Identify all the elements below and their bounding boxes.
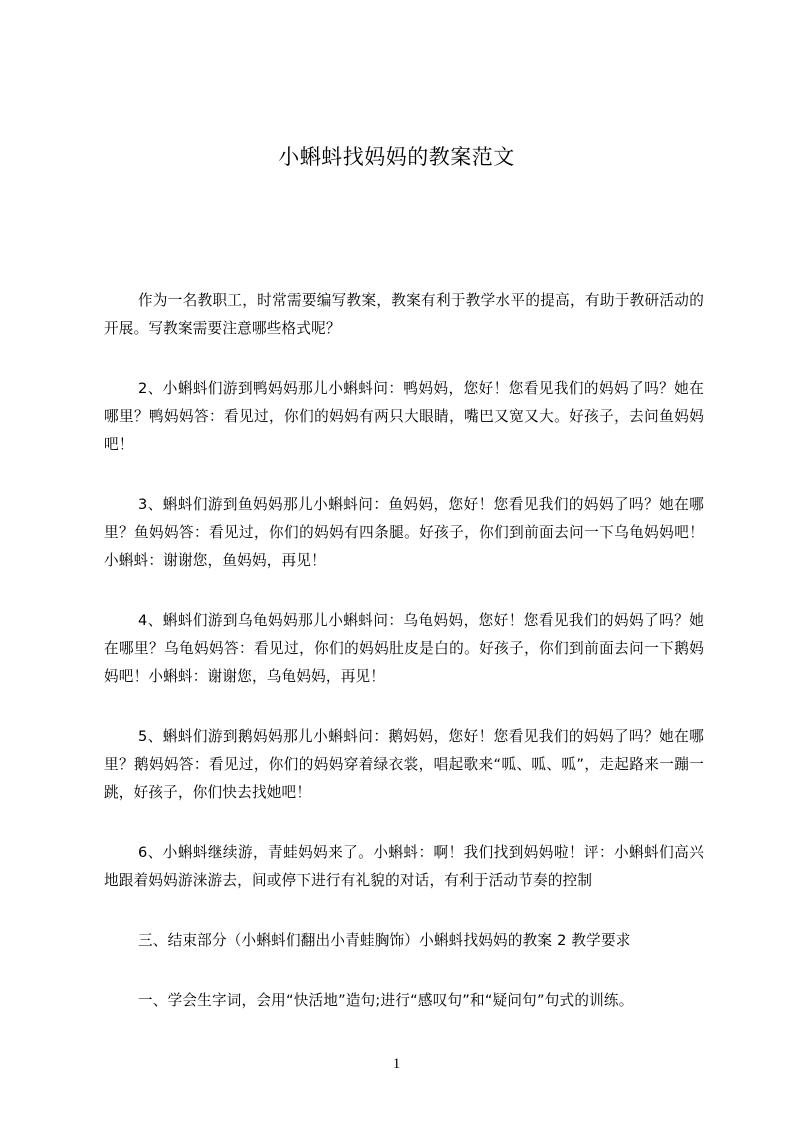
document-body — [104, 287, 704, 1047]
paragraph-ending-section: 三、结束部分（小蝌蚪们翻出小青蛙胸饰）小蝌蚪找妈妈的教案 2 教学要求 — [138, 932, 631, 949]
paragraph-duck-mother: 2、小蝌蚪们游到鸭妈妈那儿小蝌蚪问：鸭妈妈，您好！您看见我们的妈妈了吗？她在哪里？鸭妈妈答：看见过，你们的妈妈有两只大眼睛，嘴巴又宽又大。好孩子，去问鱼妈妈吧！ — [104, 380, 704, 453]
paragraph-teaching-goal: 一、学会生字词，会用“快活地”造句;进行“感叹句”和“疑问句”句式的训练。 — [138, 992, 634, 1009]
paragraph-frog-mother: 6、小蝌蚪继续游，青蛙妈妈来了。小蝌蚪：啊！我们找到妈妈啦！评：小蝌蚪们高兴地跟着妈妈游涞游去，间或停下进行有礼貌的对话，有利于活动节奏的控制 — [104, 844, 704, 889]
paragraph-fish-mother: 3、蝌蚪们游到鱼妈妈那儿小蝌蚪问：鱼妈妈，您好！您看见我们的妈妈了吗？她在哪里？鱼妈妈答：看见过，你们的妈妈有四条腿。好孩子，你们到前面去问一下乌龟妈妈吧！小蝌蚪：谢谢您，鱼妈妈，再见！ — [104, 496, 704, 569]
paragraph-goose-mother: 5、蝌蚪们游到鹅妈妈那儿小蝌蚪问：鹅妈妈，您好！您看见我们的妈妈了吗？她在哪里？鹅妈妈答：看见过，你们的妈妈穿着绿衣裳，唱起歌来“呱、呱、呱”，走起路来一蹦一跳，好孩子，你们快去找她吧！ — [104, 728, 704, 801]
document-title: 小蝌蚪找妈妈的教案范文 — [278, 145, 515, 169]
paragraph-turtle-mother: 4、蝌蚪们游到乌龟妈妈那儿小蝌蚪问：乌龟妈妈，您好！您看见我们的妈妈了吗？她在哪里？乌龟妈妈答：看见过，你们的妈妈肚皮是白的。好孩子，你们到前面去问一下鹅妈妈吧！小蝌蚪：谢谢您，乌龟妈妈，再见！ — [104, 612, 704, 685]
page-number: 1 — [392, 1056, 401, 1072]
paragraph-intro: 作为一名教职工，时常需要编写教案，教案有利于教学水平的提高，有助于教研活动的开展。写教案需要注意哪些格式呢？ — [104, 292, 704, 337]
